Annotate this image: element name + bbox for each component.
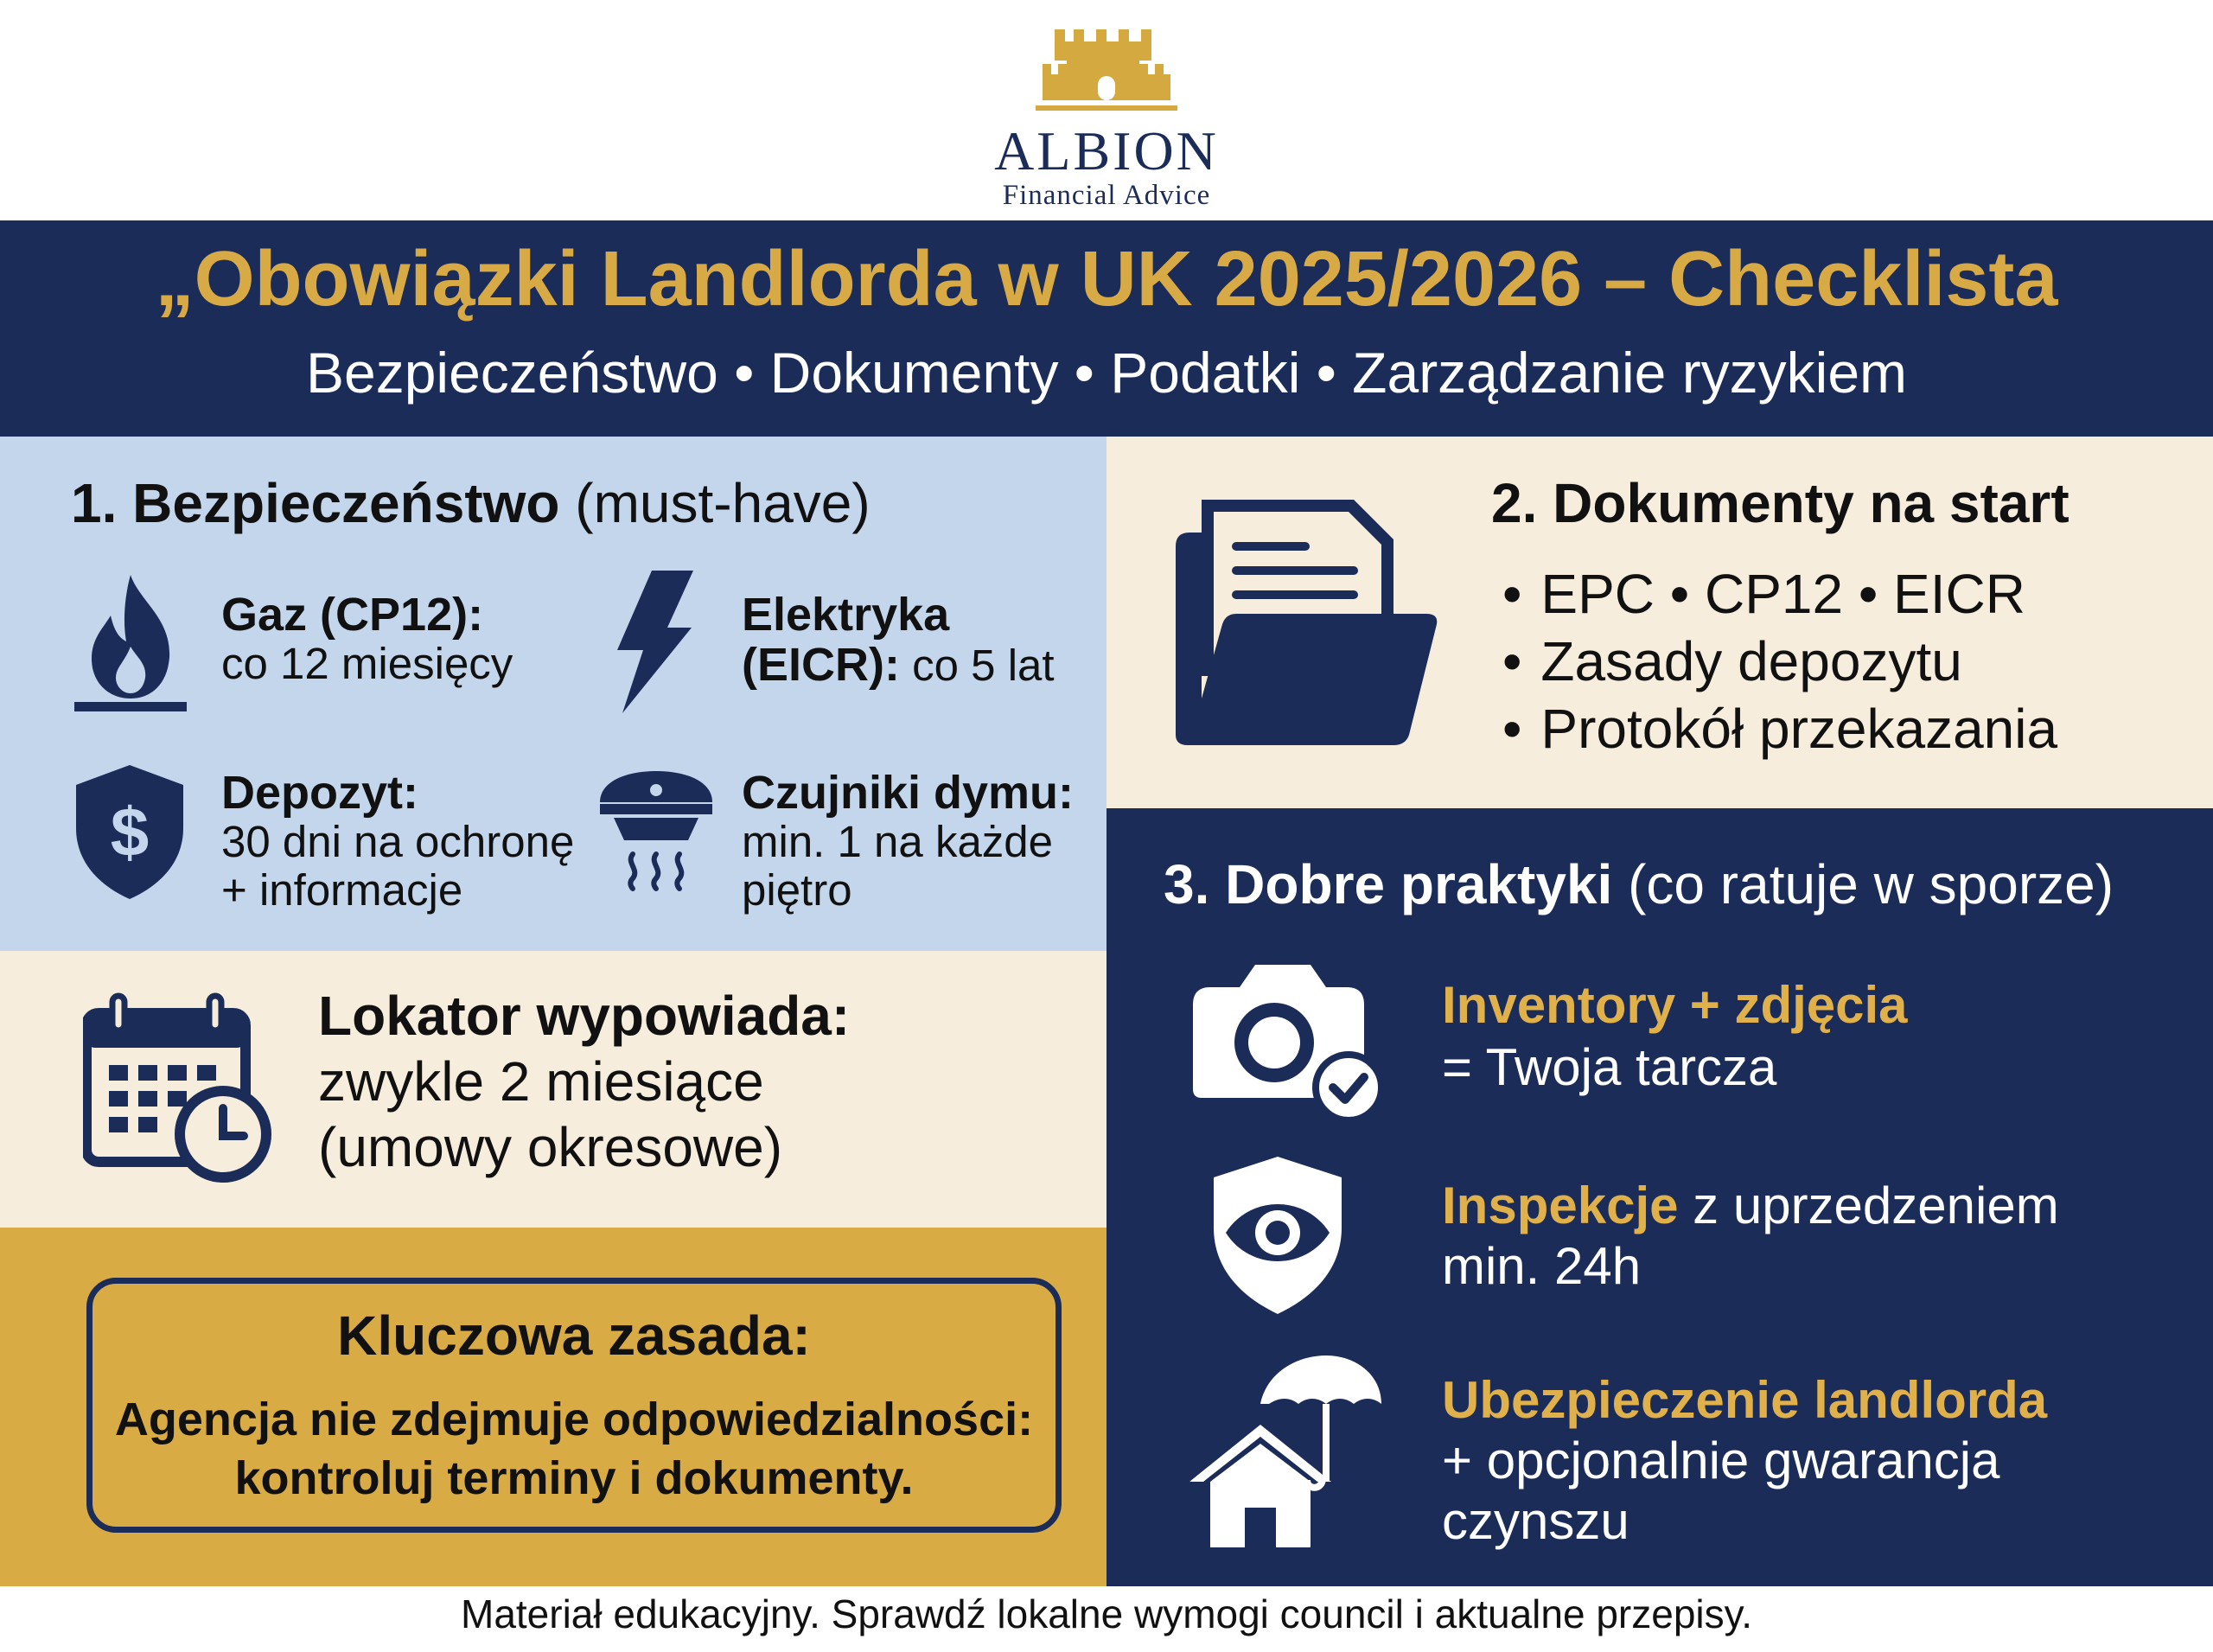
folder-document-icon [1167,494,1440,750]
inventory-text: = Twoja tarcza [1442,1038,1777,1096]
tenant-text-1: zwykle 2 miesiące [318,1050,764,1113]
safety-heading: 1. Bezpieczeństwo (must-have) [71,472,871,534]
castle-icon [1036,26,1177,119]
svg-text:$: $ [110,794,150,871]
smoke-detector-icon [595,768,717,897]
docs-heading: 2. Dokumenty na start [1491,472,2070,534]
deposit-text-1: 30 dni na ochronę [221,817,575,866]
inspection-title: Inspekcje z uprzedzeniem [1442,1177,2059,1234]
flame-icon [74,571,187,713]
shield-dollar-icon [69,761,190,903]
logo-name: ALBION [994,120,1219,182]
docs-item: • Zasady depozytu [1502,628,2057,695]
shield-eye-icon [1209,1153,1347,1317]
page-subtitle: Bezpieczeństwo • Dokumenty • Podatki • Zarządzanie ryzykiem [305,341,1908,405]
inspection-text: min. 24h [1442,1237,1642,1295]
deposit-text-2: + informacje [221,865,463,915]
tenant-title: Lokator wypowiada: [318,985,851,1047]
docs-item: • EPC • CP12 • EICR [1502,560,2057,628]
footer-note: Materiał edukacyjny. Sprawdź lokalne wymogi council i aktualne przepisy. [461,1591,1752,1636]
rule-line-2: kontroluj terminy i dokumenty. [234,1452,914,1504]
camera-check-icon [1184,960,1383,1124]
gas-title: Gaz (CP12): [221,589,484,641]
insurance-title: Ubezpieczenie landlorda [1442,1371,2048,1429]
inventory-title: Inventory + zdjęcia [1442,976,1908,1034]
docs-item: • Protokół przekazania [1502,695,2057,762]
docs-list [1502,560,2057,762]
insurance-text-1: + opcjonalnie gwarancja [1442,1432,2000,1489]
electric-line: (EICR): co 5 lat [742,639,1055,691]
logo-tagline: Financial Advice [1002,180,1211,211]
rule-text [86,1390,1062,1508]
smoke-text-1: min. 1 na każde [742,817,1054,866]
gas-text: co 12 miesięcy [221,639,513,688]
good-heading: 3. Dobre praktyki (co ratuje w sporze) [1164,853,2114,915]
rule-line-1: Agencja nie zdejmuje odpowiedzialności: [114,1394,1034,1445]
tenant-text-2: (umowy okresowe) [318,1116,783,1178]
lightning-icon [610,571,697,713]
rule-title: Kluczowa zasada: [337,1304,811,1367]
smoke-title: Czujniki dymu: [742,767,1075,819]
insurance-text-2: czynszu [1442,1492,1629,1550]
smoke-text-2: piętro [742,865,852,915]
page-title: „Obowiązki Landlorda w UK 2025/2026 – Checklista [155,236,2058,322]
house-umbrella-icon [1186,1352,1381,1551]
calendar-clock-icon [83,992,275,1184]
electric-title: Elektryka [742,589,950,641]
deposit-title: Depozyt: [221,767,418,819]
